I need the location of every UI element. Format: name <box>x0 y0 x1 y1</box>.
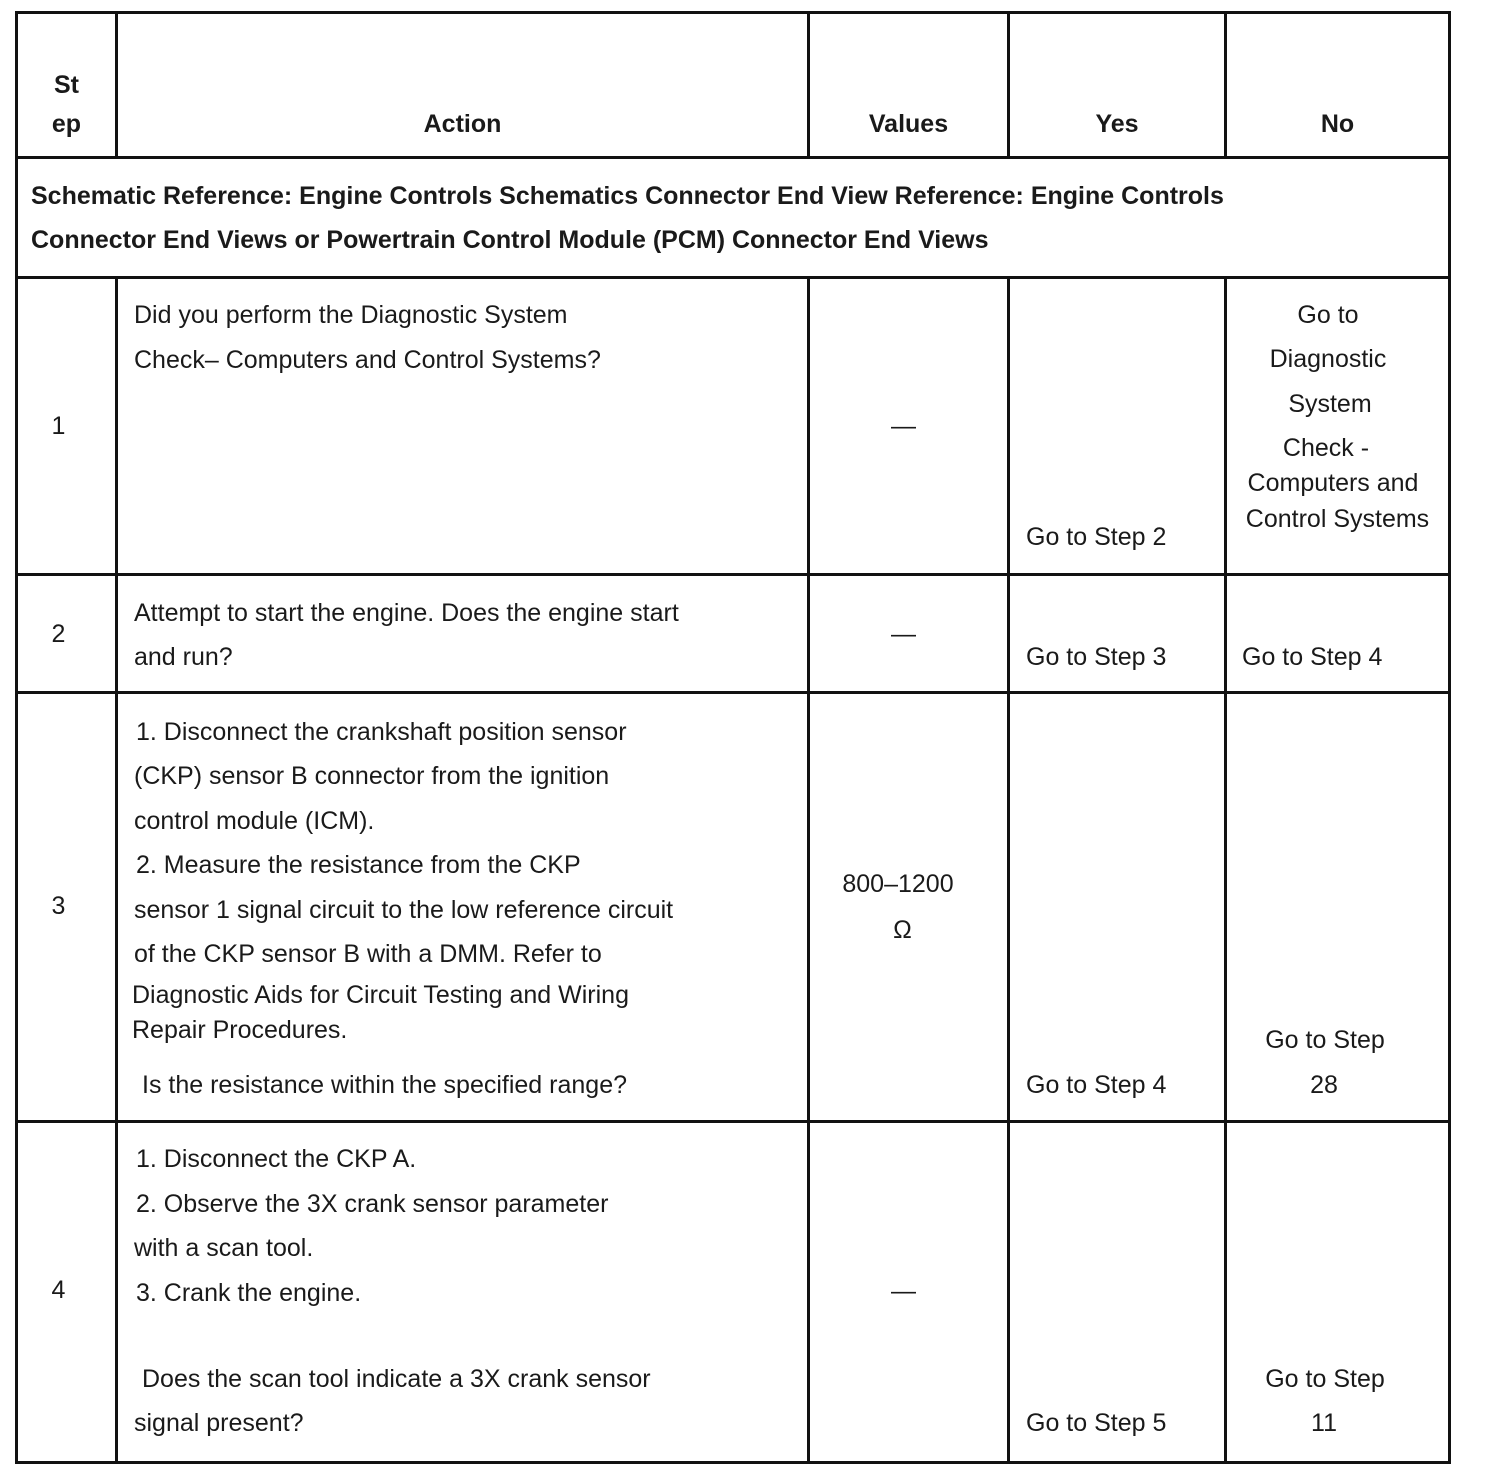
no-result: Go to Step <box>1265 1365 1385 1393</box>
no-result: Go to Step <box>1265 1026 1385 1054</box>
action-text: of the CKP sensor B with a DMM. Refer to <box>134 940 602 968</box>
action-text: Diagnostic Aids for Circuit Testing and Wiring <box>132 981 629 1009</box>
action-text: with a scan tool. <box>134 1234 314 1262</box>
no-result: Diagnostic <box>1269 345 1387 373</box>
action-text: Does the scan tool indicate a 3X crank sensor <box>142 1365 651 1393</box>
action-text: control module (ICM). <box>134 807 375 835</box>
step-number: 4 <box>51 1276 66 1304</box>
action-text: 1. Disconnect the crankshaft position sensor <box>136 718 627 746</box>
yes-result: Go to Step 4 <box>1026 1071 1167 1099</box>
no-result: Control Systems <box>1245 505 1430 533</box>
action-text: Did you perform the Diagnostic System <box>134 301 568 329</box>
value-text: Ω <box>893 916 912 944</box>
action-text: sensor 1 signal circuit to the low reference circuit <box>134 896 674 924</box>
row-divider <box>15 691 1451 694</box>
no-result: Check - <box>1282 434 1370 462</box>
action-text: 3. Crank the engine. <box>136 1279 362 1307</box>
action-text: Attempt to start the engine. Does the engine start <box>134 599 679 627</box>
step-number: 1 <box>51 412 66 440</box>
header-action: Action <box>423 110 502 138</box>
action-text: 1. Disconnect the CKP A. <box>136 1145 417 1173</box>
no-result: 11 <box>1311 1409 1337 1437</box>
header-yes: Yes <box>1095 110 1139 138</box>
column-divider <box>115 276 118 1464</box>
reference-line: Schematic Reference: Engine Controls Schematics Connector End View Reference: Engine Controls <box>31 182 1224 210</box>
no-result: Computers and <box>1247 469 1419 497</box>
action-text: 2. Measure the resistance from the CKP <box>136 851 581 879</box>
no-result: System <box>1288 390 1372 418</box>
no-result: 28 <box>1310 1071 1338 1099</box>
reference-divider <box>15 276 1451 279</box>
value-text: — <box>891 1277 916 1305</box>
header-step-line1: St <box>54 71 79 99</box>
header-values: Values <box>868 110 949 138</box>
row-divider <box>15 573 1451 576</box>
value-text: 800–1200 <box>842 870 954 898</box>
action-text: Check– Computers and Control Systems? <box>134 346 601 374</box>
header-divider <box>15 156 1451 159</box>
step-number: 3 <box>51 892 66 920</box>
column-divider <box>1007 276 1010 1464</box>
reference-line: Connector End Views or Powertrain Control Module (PCM) Connector End Views <box>31 226 989 254</box>
action-text: (CKP) sensor B connector from the ignition <box>134 762 610 790</box>
value-text: — <box>891 412 916 440</box>
row-divider <box>15 1120 1451 1123</box>
yes-result: Go to Step 5 <box>1026 1409 1167 1437</box>
yes-result: Go to Step 2 <box>1026 523 1167 551</box>
value-text: — <box>891 620 916 648</box>
no-result: Go to Step 4 <box>1242 643 1383 671</box>
step-number: 2 <box>51 620 66 648</box>
no-result: Go to <box>1297 301 1359 329</box>
yes-result: Go to Step 3 <box>1026 643 1167 671</box>
action-text: Is the resistance within the specified range? <box>142 1071 627 1099</box>
header-step-line2: ep <box>51 110 82 138</box>
action-text: Repair Procedures. <box>132 1016 348 1044</box>
header-no: No <box>1320 110 1355 138</box>
action-text: 2. Observe the 3X crank sensor parameter <box>136 1190 609 1218</box>
action-text: and run? <box>134 643 233 671</box>
action-text: signal present? <box>134 1409 304 1437</box>
